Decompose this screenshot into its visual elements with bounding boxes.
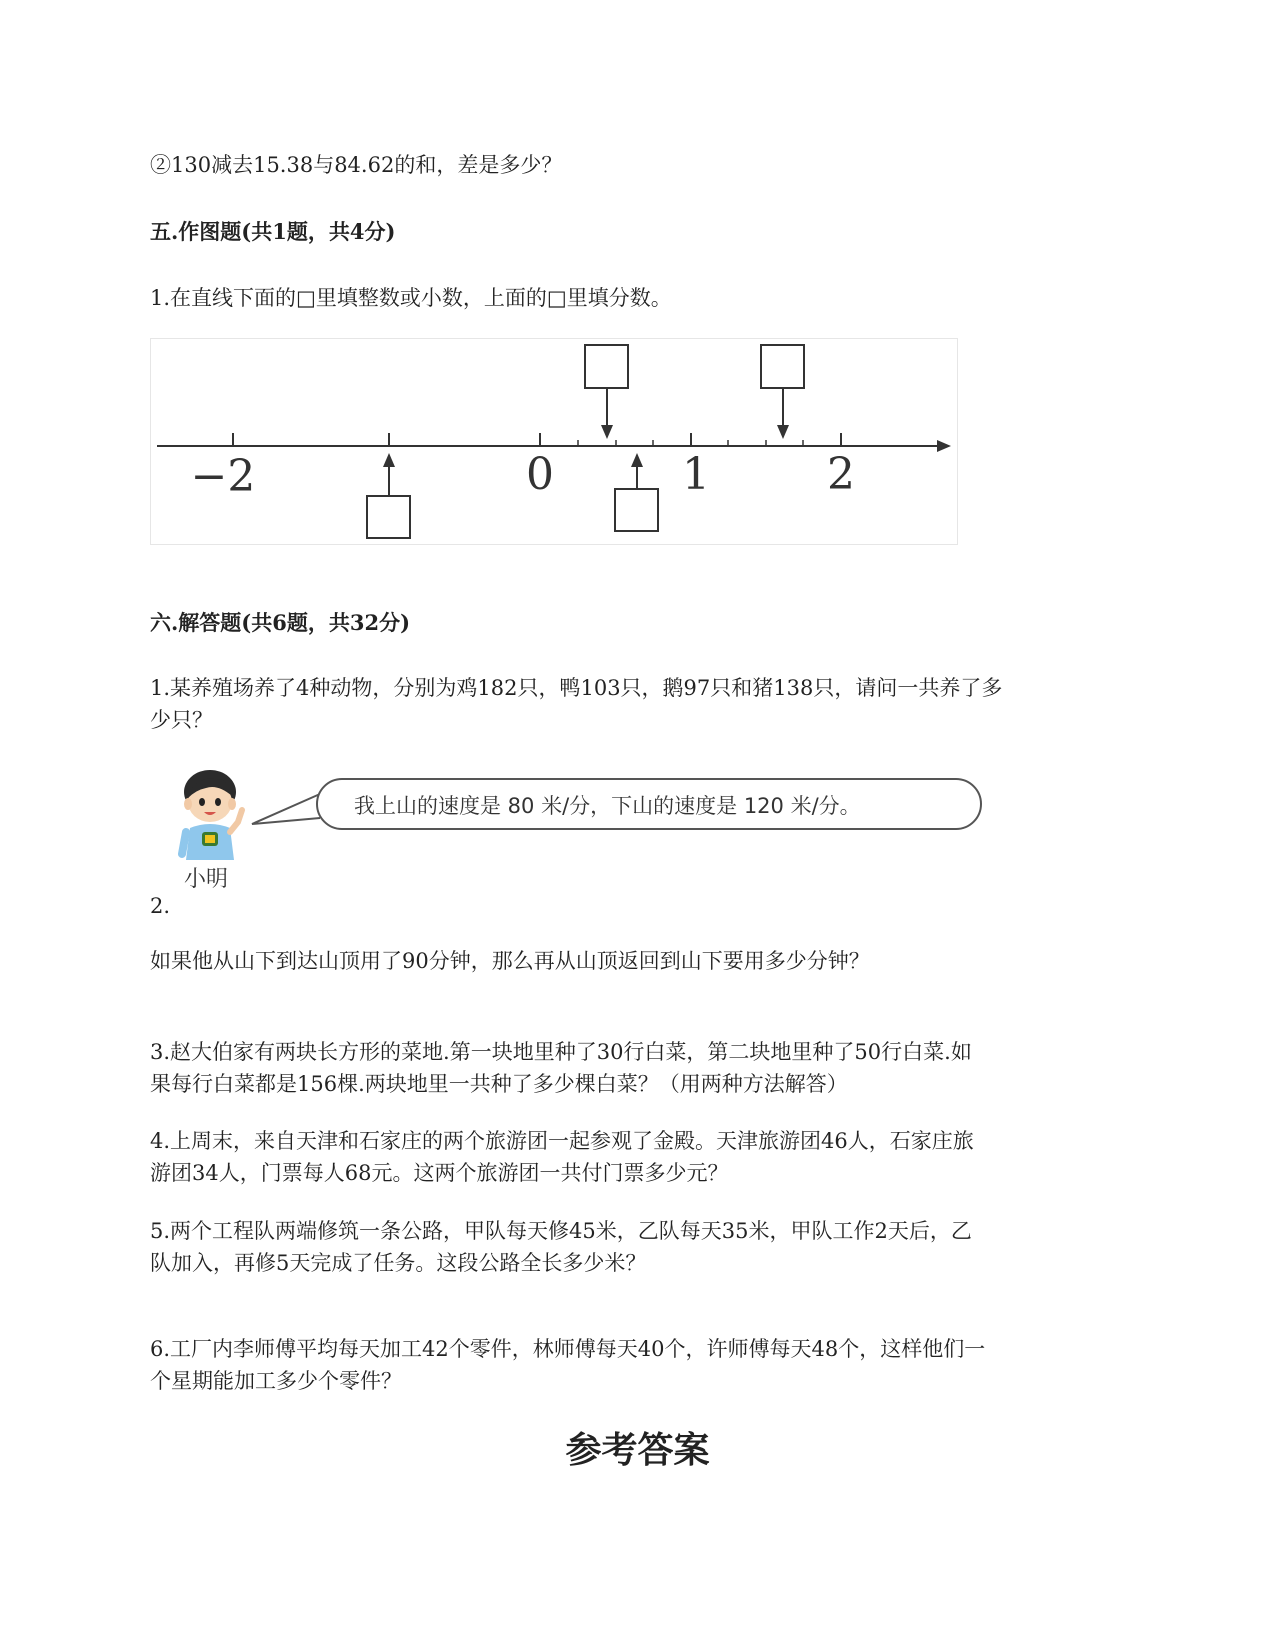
section6-q2-text: 如果他从山下到达山顶用了90分钟，那么再从山顶返回到山下要用多少分钟？ xyxy=(150,949,870,973)
up-arrowhead-2 xyxy=(631,453,643,467)
answer-title: 参考答案 xyxy=(565,1429,710,1471)
label-2: 2 xyxy=(827,449,855,500)
section6-q3-line2: 果每行白菜都是156棵.两块地里一共种了多少棵白菜？（用两种方法解答） xyxy=(150,1072,848,1096)
section5-heading: 五.作图题(共1题，共4分) xyxy=(150,219,396,244)
label-1: 1 xyxy=(682,449,710,500)
section6-heading: 六.解答题(共6题，共32分) xyxy=(150,610,411,635)
answer-box-top-1 xyxy=(585,345,628,388)
up-arrowhead-1 xyxy=(383,453,395,467)
speech-bubble-tail xyxy=(250,790,322,830)
speech-figure xyxy=(178,770,988,900)
section6-q1-line2: 少只？ xyxy=(150,708,213,732)
section6-q3-line1: 3.赵大伯家有两块长方形的菜地.第一块地里种了30行白菜，第二块地里种了50行白菜.如 xyxy=(150,1040,972,1064)
previous-question: ②130减去15.38与84.62的和，差是多少？ xyxy=(150,153,563,177)
down-arrowhead-2 xyxy=(777,425,789,439)
label-minus-2: −2 xyxy=(190,451,256,502)
section6-q2-number: 2. xyxy=(150,894,171,918)
speech-bubble: 我上山的速度是 80 米/分，下山的速度是 120 米/分。 xyxy=(316,778,982,830)
label-0: 0 xyxy=(526,449,554,500)
boy-illustration xyxy=(178,770,258,866)
section6-q5-line2: 队加入，再修5天完成了任务。这段公路全长多少米？ xyxy=(150,1251,647,1275)
answer-box-bottom-2 xyxy=(615,489,658,531)
section6-q4-line1: 4.上周末，来自天津和石家庄的两个旅游团一起参观了金殿。天津旅游团46人，石家庄旅 xyxy=(150,1129,974,1153)
section6-q6-line1: 6.工厂内李师傅平均每天加工42个零件，林师傅每天40个，许师傅每天48个，这样他们一 xyxy=(150,1337,986,1361)
number-line-svg xyxy=(151,339,957,544)
down-arrowhead-1 xyxy=(601,425,613,439)
axis-arrowhead xyxy=(937,440,951,452)
answer-box-bottom-1 xyxy=(367,496,410,538)
section6-q5-line1: 5.两个工程队两端修筑一条公路，甲队每天修45米，乙队每天35米，甲队工作2天后，乙 xyxy=(150,1219,972,1243)
number-line-figure xyxy=(150,338,958,545)
section5-question-1: 1.在直线下面的□里填整数或小数，上面的□里填分数。 xyxy=(150,286,672,310)
section6-q6-line2: 个星期能加工多少个零件？ xyxy=(150,1369,402,1393)
answer-box-top-2 xyxy=(761,345,804,388)
section6-q1-line1: 1.某养殖场养了4种动物，分别为鸡182只，鸭103只，鹅97只和猪138只，请问一共养了多 xyxy=(150,676,1003,700)
section6-q4-line2: 游团34人，门票每人68元。这两个旅游团一共付门票多少元？ xyxy=(150,1161,729,1185)
boy-name: 小明 xyxy=(184,867,229,892)
